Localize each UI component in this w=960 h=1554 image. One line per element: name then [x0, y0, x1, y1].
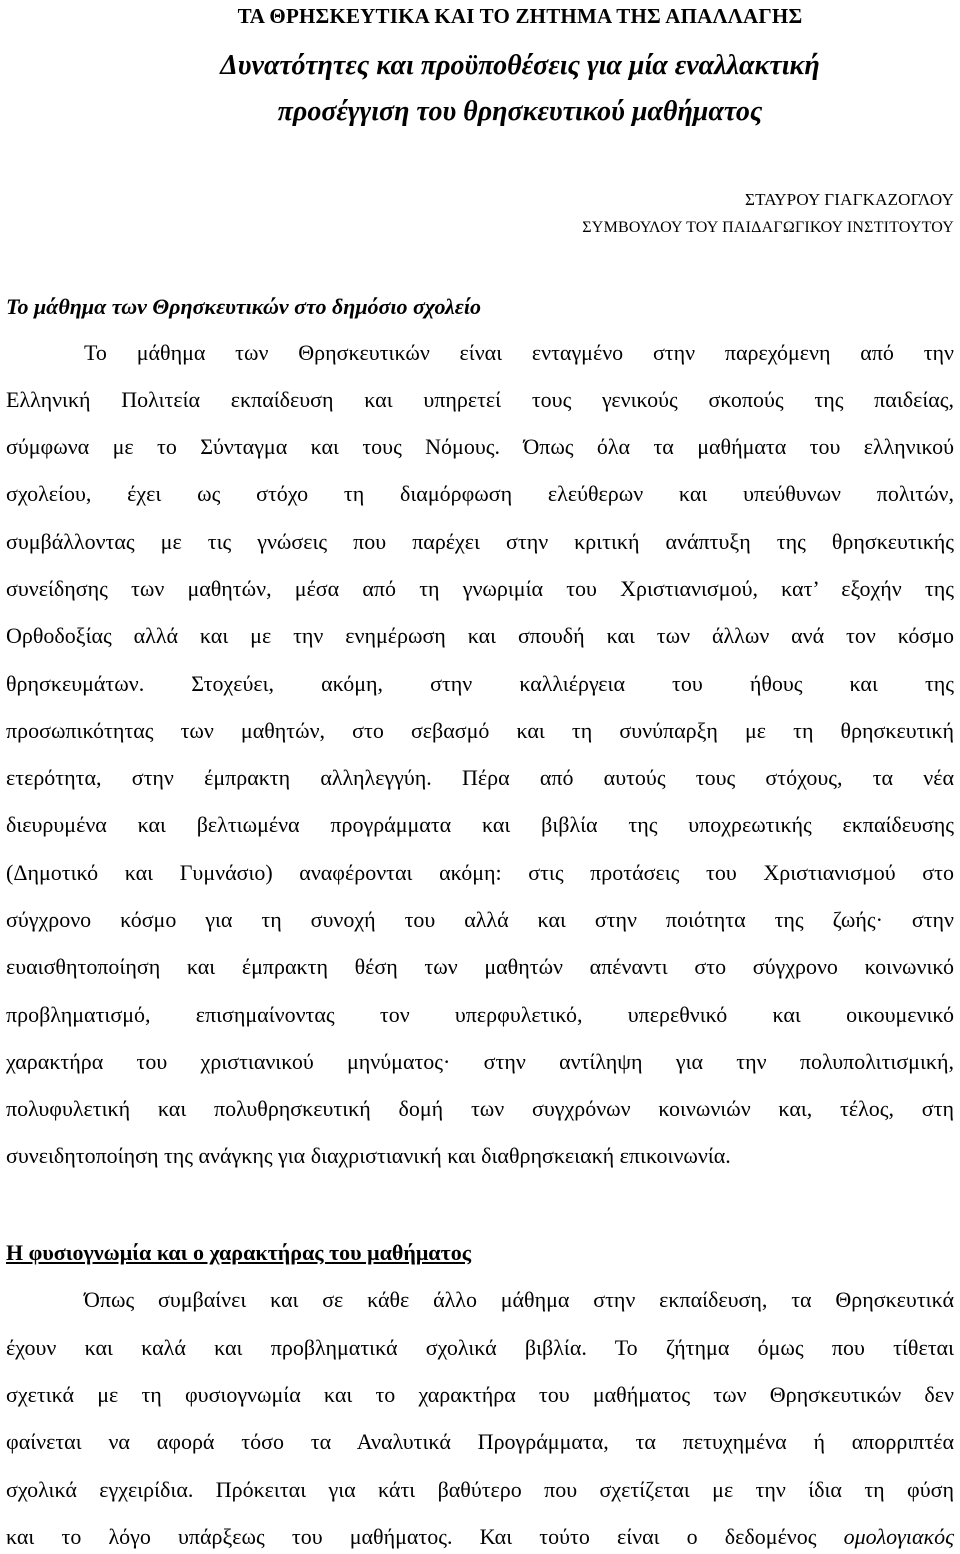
- paragraph-line: σχολικά εγχειρίδια. Πρόκειται για κάτι βαθύτερο που σχετίζεται με την ίδια τη φύση: [6, 1477, 954, 1502]
- article-title-line-2: προσέγγιση του θρησκευτικού μαθήματος: [277, 96, 763, 127]
- paragraph-line-last: [6, 1524, 954, 1550]
- paragraph-line: σχολείου, έχει ως στόχο τη διαμόρφωση ελεύθερων και υπεύθυνων πολιτών,: [6, 481, 954, 506]
- paragraph-line: διευρυμένα και βελτιωμένα προγράμματα και βιβλία της υποχρεωτικής εκπαίδευσης: [6, 812, 954, 837]
- paragraph-line: χαρακτήρα του χριστιανικού μηνύματος· στην αντίληψη για την πολυπολιτισμική,: [6, 1049, 954, 1074]
- paragraph-line: φαίνεται να αφορά τόσο τα Αναλυτικά Προγράμματα, τα πετυχημένα ή απορριπτέα: [6, 1429, 954, 1454]
- paragraph-line: σύγχρονο κόσμο για τη συνοχή του αλλά και στην ποιότητα της ζωής· στην: [6, 907, 954, 932]
- author-role: ΣΥΜΒΟΥΛΟΥ ΤΟΥ ΠΑΙΔΑΓΩΓΙΚΟΥ ΙΝΣΤΙΤΟΥΤΟΥ: [582, 219, 954, 236]
- article-title-line-1: Δυνατότητες και προϋποθέσεις για μία εναλλακτική: [220, 50, 820, 81]
- author-name: ΣΤΑΥΡΟΥ ΓΙΑΓΚΑΖΟΓΛΟΥ: [744, 190, 954, 209]
- paragraph-line: Ελληνική Πολιτεία εκπαίδευση και υπηρετεί τους γενικούς σκοπούς της παιδείας,: [6, 387, 954, 412]
- paragraph-line: συνειδητοποίηση της ανάγκης για διαχριστιανική και διαθρησκειακή επικοινωνία.: [6, 1143, 731, 1168]
- paragraph-line: προβληματισμό, επισημαίνοντας τον υπερφυλετικό, υπερεθνικό και οικουμενικό: [6, 1002, 954, 1027]
- section-heading-2: Η φυσιογνωμία και ο χαρακτήρας του μαθήματος: [6, 1240, 471, 1265]
- emphasized-word: ομολογιακός: [843, 1524, 954, 1549]
- paragraph-line: ευαισθητοποίηση και έμπρακτη θέση των μαθητών απέναντι στο σύγχρονο κοινωνικό: [6, 954, 954, 979]
- paragraph-line: σύμφωνα με το Σύνταγμα και τους Νόμους. Όπως όλα τα μαθήματα του ελληνικού: [6, 434, 954, 459]
- paragraph-text: και το λόγο υπάρξεως του μαθήματος. Και τούτο είναι ο δεδομένος: [6, 1524, 817, 1549]
- paragraph-line: συνείδησης των μαθητών, μέσα από τη γνωριμία του Χριστιανισμού, κατ’ εξοχήν της: [6, 576, 954, 601]
- paragraph-line: σχετικά με τη φυσιογνωμία και το χαρακτήρα του μαθήματος των Θρησκευτικών δεν: [6, 1382, 954, 1407]
- paragraph-line: Όπως συμβαίνει και σε κάθε άλλο μάθημα στην εκπαίδευση, τα Θρησκευτικά: [84, 1287, 954, 1312]
- paragraph-line: (Δημοτικό και Γυμνάσιο) αναφέρονται ακόμη: στις προτάσεις του Χριστιανισμού στο: [6, 860, 954, 885]
- paragraph-line: πολυφυλετική και πολυθρησκευτική δομή των συγχρόνων κοινωνιών και, τέλος, στη: [6, 1096, 954, 1121]
- paragraph-line: έχουν και καλά και προβληματικά σχολικά βιβλία. Το ζήτημα όμως που τίθεται: [6, 1335, 954, 1360]
- paragraph-line: θρησκευμάτων. Στοχεύει, ακόμη, στην καλλιέργεια του ήθους και της: [6, 671, 954, 696]
- paragraph-line: Το μάθημα των Θρησκευτικών είναι ενταγμένο στην παρεχόμενη από την: [84, 340, 954, 365]
- section-heading-1: Το μάθημα των Θρησκευτικών στο δημόσιο σχολείο: [6, 294, 481, 319]
- paragraph-line: συμβάλλοντας με τις γνώσεις που παρέχει στην κριτική ανάπτυξη της θρησκευτικής: [6, 529, 954, 554]
- paragraph-line: προσωπικότητας των μαθητών, στο σεβασμό και τη συνύπαρξη με τη θρησκευτική: [6, 718, 954, 743]
- paragraph-line: Ορθοδοξίας αλλά και με την ενημέρωση και σπουδή και των άλλων ανά τον κόσμο: [6, 623, 954, 648]
- series-title: ΤΑ ΘΡΗΣΚΕΥΤΙΚΑ ΚΑΙ ΤΟ ΖΗΤΗΜΑ ΤΗΣ ΑΠΑΛΛΑΓΗΣ: [237, 4, 803, 28]
- paragraph-line: ετερότητα, στην έμπρακτη αλληλεγγύη. Πέρα από αυτούς τους στόχους, τα νέα: [6, 765, 954, 790]
